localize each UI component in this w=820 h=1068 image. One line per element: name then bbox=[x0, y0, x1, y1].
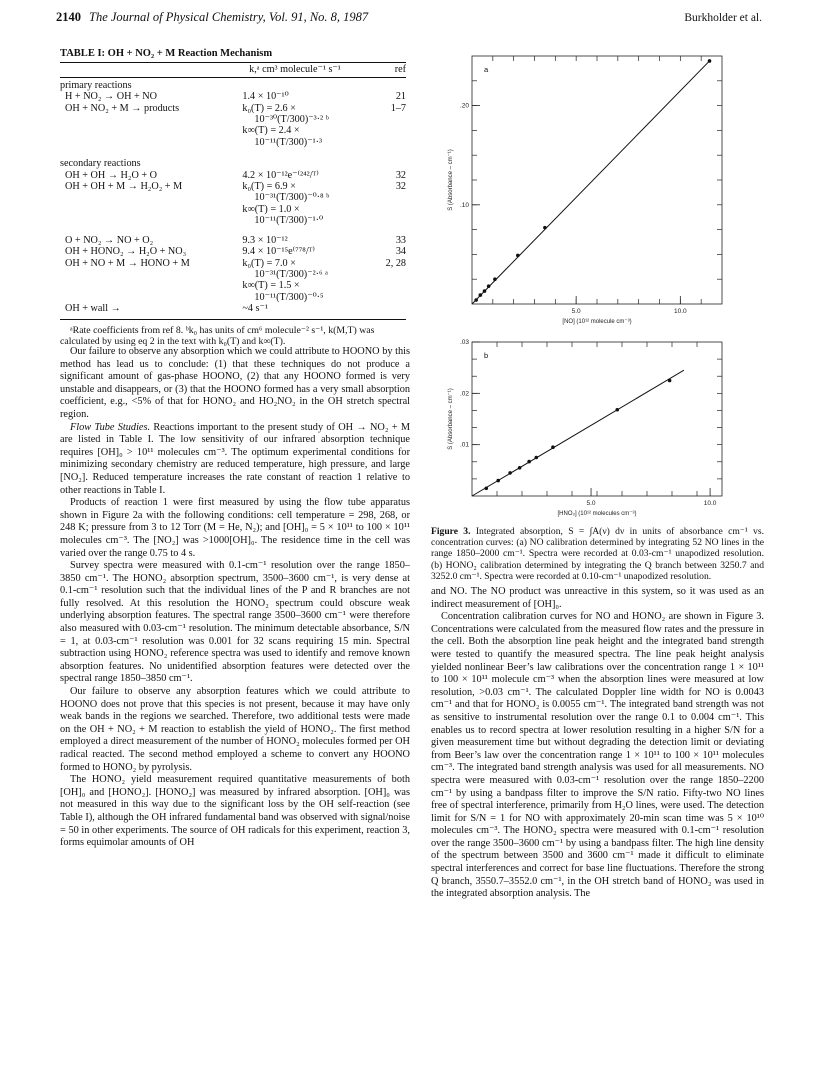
paragraph-text: Products of reaction 1 were first measured by using the flow tube apparatus shown in Figure 2a with the following conditions: cell temperature = 298, 268, or 248 K; pressure from 3 to 12 Torr (M = He, N₂); and [OH]₀ = 5 × 10¹¹ to 100 × 10¹¹ molecules cm⁻³. The [NO₂] was >1000[OH]₀. The residence time in the cell was varied over the range 0.75 to 4 s. bbox=[60, 497, 410, 559]
ref-cell: 32 bbox=[395, 169, 407, 181]
y-tick-label: .03 bbox=[459, 339, 469, 346]
page-number: 2140 bbox=[56, 10, 81, 24]
table-header-rule bbox=[60, 77, 406, 78]
chart-a-svg bbox=[436, 50, 736, 330]
rate-line: 10⁻³⁰(T/300)⁻³·² ᵇ bbox=[254, 114, 329, 126]
ref-cell: 33 bbox=[395, 234, 407, 246]
paragraph bbox=[60, 774, 410, 850]
x-tick-label: 5.0 bbox=[571, 308, 581, 315]
caption-label: Figure 3. bbox=[431, 526, 471, 537]
rate-line: 9.3 × 10⁻¹² bbox=[242, 234, 288, 246]
rate-cell bbox=[242, 235, 370, 246]
chart-b-svg bbox=[436, 336, 736, 522]
table-bottom-rule bbox=[60, 319, 406, 320]
fit-line bbox=[472, 61, 710, 304]
paragraph-text: and NO. The NO product was unreactive in this system, so it was used as an indirect measurement of [OH]₀. bbox=[431, 586, 764, 610]
data-point bbox=[668, 379, 672, 383]
table-row bbox=[60, 303, 406, 314]
paragraph bbox=[60, 422, 410, 498]
rate-cell bbox=[242, 91, 370, 102]
table-header-ref: ref bbox=[394, 64, 406, 76]
rate-line: k∞(T) = 1.0 × bbox=[242, 203, 300, 215]
section-lead: Flow Tube Studies. bbox=[70, 421, 151, 433]
x-tick-label: 10.0 bbox=[674, 308, 687, 315]
data-point bbox=[551, 445, 555, 449]
y-axis-label: S (Absorbance – cm⁻¹) bbox=[448, 149, 454, 211]
table-footnote: ᵃRate coefficients from ref 8. ᵇk₀ has units of cm⁶ molecule⁻² s⁻¹, k(M,T) was calculated by using eq 2 in the text with k₀(T) and k∞(T). bbox=[60, 324, 375, 347]
reaction-cell: O + NO₂ → NO + O₂ bbox=[65, 234, 154, 246]
reaction-cell: OH + NO + M → HONO + M bbox=[65, 257, 190, 269]
paragraph bbox=[431, 586, 764, 611]
rate-line: 10⁻¹¹(T/300)⁻⁰·⁵ bbox=[254, 291, 324, 303]
running-header bbox=[56, 10, 368, 25]
rate-cell bbox=[242, 303, 370, 314]
caption-text: Integrated absorption, S = ∫A(ν) dν in units of absorbance cm⁻¹ vs. concentration curves: (a) NO calibration determined by integrating 52 NO lines in the range 1850–2000 cm⁻¹. Spectra were recorded at 0.03-cm⁻¹ unapodized resolution. (b) HONO₂ calibration determined by integrating the Q branch between 3250.7 and 3252.0 cm⁻¹. Spectra were recorded at 0.10-cm⁻¹ unapodized resolution. bbox=[431, 526, 764, 582]
table-row bbox=[60, 103, 406, 149]
table-row bbox=[60, 258, 406, 304]
table-header-row bbox=[60, 63, 406, 76]
reaction-cell: OH + OH + M → H₂O₂ + M bbox=[65, 181, 183, 193]
paragraph bbox=[60, 497, 410, 560]
rate-cell bbox=[242, 246, 370, 257]
table-row bbox=[60, 181, 406, 227]
table-row bbox=[60, 246, 406, 257]
paragraph-text: The HONO₂ yield measurement required quantitative measurements of both [OH]₀ and [HONO₂]. [HONO₂] was measured by infrared absorption. [OH]₀ was not measured in this way due to the significant loss by the OH self-reaction (see Table I), although the OH infrared fundamental band was observed with signal/noise = 50 in other experiments. The source of OH radicals for this experiment, reaction 3, forms equimolar amounts of OH bbox=[60, 774, 410, 849]
data-point bbox=[516, 254, 520, 258]
ref-cell: 2, 28 bbox=[385, 257, 407, 269]
journal-citation: The Journal of Physical Chemistry, Vol. 91, No. 8, 1987 bbox=[89, 10, 369, 24]
reaction-cell: OH + wall → bbox=[65, 303, 121, 315]
rate-line: ~4 s⁻¹ bbox=[242, 303, 268, 315]
paragraph bbox=[60, 686, 410, 774]
reaction-cell: OH + OH → H₂O + O bbox=[65, 169, 158, 181]
panel-letter: b bbox=[484, 351, 489, 360]
rate-line: 9.4 × 10⁻¹⁵e⁽⁷⁷⁸/ᵀ⁾ bbox=[242, 246, 315, 258]
paragraph bbox=[60, 346, 410, 422]
table-primary-heading: primary reactions bbox=[60, 79, 132, 91]
data-point bbox=[543, 226, 547, 230]
x-axis-label: [NO] (10¹² molecule cm⁻³) bbox=[562, 319, 632, 325]
table-row bbox=[60, 91, 406, 102]
table-header-k: k,ᵃ cm³ molecule⁻¹ s⁻¹ bbox=[249, 64, 341, 76]
rate-line: 10⁻³¹(T/300)⁻⁰·⁸ ᵇ bbox=[254, 192, 330, 204]
table-row bbox=[60, 170, 406, 181]
y-axis-label: S (Absorbance – cm⁻¹) bbox=[448, 388, 454, 450]
paragraph-text: Our failure to observe any absorption features which we could attribute to HOONO does not prove that this species is not present, because it may have only weak bands in the regions we searched. Therefore, two additional tests were made on the OH + NO₂ + M reaction to establish the yield of HONO₂. The first method employed a direct measurement of the number of HONO₂ molecules formed per OH radical reacted. The second method employed a scheme to convert any HOONO formed to HONO₂ by pyrolysis. bbox=[60, 686, 410, 773]
data-point bbox=[474, 298, 478, 302]
reaction-cell: OH + HONO₂ → H₂O + NO₃ bbox=[65, 246, 187, 258]
data-point bbox=[615, 408, 619, 412]
y-tick-label: .02 bbox=[459, 390, 469, 398]
right-column-text bbox=[431, 586, 764, 901]
figure-3b bbox=[436, 336, 736, 522]
paragraph-text: Our failure to observe any absorption which we could attribute to HOONO by this method has lead us to conclude: (1) that these techniques do not produce a significant amount of gas-phase HOONO, (2) that any HOONO formed is very unstable and disappears, or (3) that the HOONO formed has a very small absorption coefficient, e.g., <5% of that for HONO₂ and HO₂NO₂ in the OH stretch spectral region. bbox=[60, 346, 410, 420]
table-row bbox=[60, 235, 406, 246]
data-point bbox=[484, 487, 488, 491]
rate-line: k∞(T) = 1.5 × bbox=[242, 280, 300, 292]
rate-line: 10⁻¹¹(T/300)⁻¹·⁰ bbox=[254, 215, 324, 227]
table-secondary-heading: secondary reactions bbox=[60, 158, 141, 170]
paragraph-text: Concentration calibration curves for NO and HONO₂ are shown in Figure 3. Concentrations were calculated from the measured flow rates and the pressure in the cell. Both the absorption line peak height and the integrated band strength were tested to quantify the measured spectra. The line peak height analysis yielded nonlinear Beer’s law calibrations over the concentration range 1 × 10¹¹ to 100 × 10¹¹ molecule cm⁻³ when the absorption lines were measured at low resolution, >0.03 cm⁻¹. The calculated Doppler line width for NO is 0.0043 cm⁻¹ and that for HONO₂ is 0.0055 cm⁻¹. The integrated band strength was not as sensitive to instrumental resolution over the range 0.1 to 0.004 cm⁻¹. This enables us to record spectra at lower resolution resulting in a higher S/N for a given measurement time but without degrading the detection limit or deviating from Beer’s law over the concentration range 1 × 10¹¹ to 100 × 10¹¹ molecules cm⁻³. The integrated band strength analysis was used for all measurements. NO spectra were measured with 0.03-cm⁻¹ resolution over the range 1850–2200 cm⁻¹ by using a bandpass filter to improve the S/N ratio. Fifty-two NO lines free of spectral interference, primarily from H₂O lines, were used. The detection limit for S/N = 1 for NO with approximately 20-min scan time was 5 × 10¹⁰ molecules cm⁻³. The HONO₂ spectra were measured with 0.1-cm⁻¹ resolution over the range 3500–3600 cm⁻¹ by using a bandpass filter. The high line density of the spectrum between 3500 and 3600 cm⁻¹ made it difficult to eliminate spectral interferences and correct for base line fluctuations. Therefore the strong Q branch, 3550.7–3552.0 cm⁻¹, in the OH stretch band of HONO₂ was used in the integrated absorption analysis. The bbox=[431, 611, 764, 900]
data-point bbox=[534, 456, 538, 460]
y-tick-label: .20 bbox=[459, 102, 469, 110]
rate-cell bbox=[242, 103, 370, 149]
ref-cell: 32 bbox=[395, 181, 407, 193]
rate-cell bbox=[242, 258, 370, 304]
data-point bbox=[487, 284, 491, 288]
x-axis-label: [HNO₃] (10¹² molecules cm⁻³) bbox=[557, 511, 637, 517]
rate-line: k₀(T) = 2.6 × bbox=[242, 102, 296, 114]
table-secondary-rows bbox=[60, 170, 406, 315]
rate-line: k₀(T) = 6.9 × bbox=[242, 181, 296, 193]
data-point bbox=[708, 59, 712, 63]
rate-cell bbox=[242, 170, 370, 181]
paragraph-text: Reactions important to the present study of OH → NO₂ + M are listed in Table I. The low sensitivity of our infrared absorption technique requires [OH]₀ > 10¹¹ molecules cm⁻³. The optimum experimental conditions for minimizing secondary chemistry are reduced temperature, high pressure, and large [NO₂]. Reduced temperature increases the rate constant of reaction 1 relative to other reactions in Table I. bbox=[60, 421, 410, 496]
ref-cell: 34 bbox=[395, 246, 407, 258]
data-point bbox=[527, 460, 531, 464]
figure-3a bbox=[436, 50, 736, 330]
table-reaction-mechanism bbox=[60, 48, 406, 347]
y-tick-label: .10 bbox=[459, 201, 469, 209]
reaction-cell: OH + NO₂ + M → products bbox=[65, 102, 180, 114]
data-point bbox=[518, 466, 522, 470]
panel-letter: a bbox=[484, 65, 489, 74]
rate-line: k∞(T) = 2.4 × bbox=[242, 125, 300, 137]
data-point bbox=[483, 289, 487, 293]
ref-cell: 1–7 bbox=[390, 102, 407, 114]
reaction-cell: H + NO₂ → OH + NO bbox=[65, 91, 158, 103]
data-point bbox=[479, 293, 483, 297]
plot-frame bbox=[472, 56, 722, 304]
ref-cell: 21 bbox=[395, 91, 407, 103]
rate-line: k₀(T) = 7.0 × bbox=[242, 257, 296, 269]
authors-header: Burkholder et al. bbox=[684, 12, 762, 24]
rate-line: 10⁻³¹(T/300)⁻²·⁶ ᵃ bbox=[254, 268, 328, 280]
table-primary-rows bbox=[60, 91, 406, 148]
paragraph-text: Survey spectra were measured with 0.1-cm⁻¹ resolution over the range 1850–3850 cm⁻¹. The HONO₂ absorption spectrum, 3500–3600 cm⁻¹, is very dense at 0.1-cm⁻¹ resolution such that the individual lines of the P and R branches are not fully resolved. At this resolution the HONO₂ spectrum could obscure weak underlying absorption features. The spectral range 3500–3600 cm⁻¹ were therefore also measured with 0.03-cm⁻¹ resolution. The minimum detectable absorbance, S/N = 1, at 0.03-cm⁻¹ resolution was 0.001 for 32 scans requiring 15 min. Spectral subtraction using HONO₂ reference spectra was used to identify and remove known absorption features. No unidentified absorption features were detected over the spectral range 1850–3850 cm⁻¹. bbox=[60, 560, 410, 685]
left-column-text bbox=[60, 346, 410, 850]
paragraph bbox=[431, 611, 764, 901]
table-title: TABLE I: OH + NO₂ + M Reaction Mechanism bbox=[60, 48, 273, 59]
fit-line bbox=[472, 370, 684, 496]
x-tick-label: 5.0 bbox=[586, 500, 596, 507]
rate-line: 1.4 × 10⁻¹⁰ bbox=[242, 91, 289, 103]
data-point bbox=[493, 277, 497, 281]
x-tick-label: 10.0 bbox=[703, 500, 717, 507]
y-tick-label: .01 bbox=[459, 441, 469, 449]
rate-cell bbox=[242, 181, 370, 227]
paragraph bbox=[60, 560, 410, 686]
figure-caption bbox=[431, 526, 764, 582]
data-point bbox=[508, 471, 512, 475]
data-point bbox=[496, 479, 500, 483]
rate-line: 10⁻¹¹(T/300)⁻¹·³ bbox=[254, 136, 323, 148]
rate-line: 4.2 × 10⁻¹²e⁻⁽²⁴²/ᵀ⁾ bbox=[242, 169, 319, 181]
